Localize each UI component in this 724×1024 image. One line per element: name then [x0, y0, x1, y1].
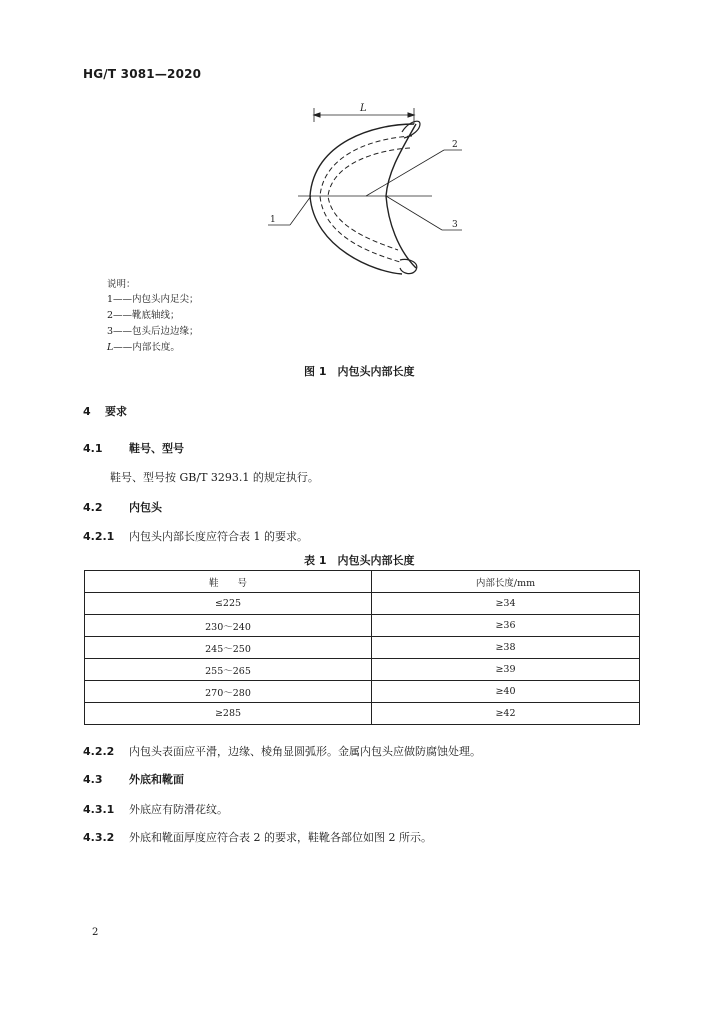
table-cell: ≥40 [372, 681, 640, 703]
figure-note-2 [107, 310, 180, 322]
table-1 [84, 570, 640, 725]
section-title: 内包头 [129, 501, 162, 514]
callout-3: 3 [452, 220, 458, 230]
section-title: 要求 [105, 405, 127, 418]
table-row [85, 637, 640, 659]
toe-cap-figure [262, 102, 472, 284]
table-row [85, 659, 640, 681]
figure-note-4 [107, 342, 180, 354]
table-header-cell: 鞋 号 [85, 571, 372, 593]
note-label: 2—— [107, 310, 133, 321]
section-4-2-1-paragraph [83, 528, 308, 544]
table-row [85, 703, 640, 725]
section-4-heading [83, 403, 127, 419]
page-number: 2 [92, 927, 99, 938]
clause-text: 外底和靴面厚度应符合表 2 的要求，鞋靴各部位如图 2 所示。 [129, 831, 432, 844]
clause-text: 内包头内部长度应符合表 1 的要求。 [129, 530, 308, 543]
section-title: 外底和靴面 [129, 773, 184, 786]
clause-number: 4.3.2 [83, 831, 115, 844]
table-cell: 230～240 [85, 615, 372, 637]
table-cell: ≥36 [372, 615, 640, 637]
note-label: L—— [107, 342, 133, 353]
table-cell: ≥34 [372, 593, 640, 615]
callout-1: 1 [270, 215, 276, 225]
table-cell: ≤225 [85, 593, 372, 615]
leader-line-2 [366, 150, 444, 196]
length-label: L [360, 103, 367, 114]
section-4-1-text: 鞋号、型号按 GB/T 3293.1 的规定执行。 [110, 471, 319, 484]
section-number: 4.3 [83, 773, 103, 786]
leader-line-3 [386, 196, 442, 230]
note-text: 靴底轴线； [132, 310, 180, 321]
table-cell: 245～250 [85, 637, 372, 659]
table-header-row [85, 571, 640, 593]
note-text: 内部长度。 [132, 342, 180, 353]
dimension-arrow-left [314, 113, 320, 117]
clause-text: 外底应有防滑花纹。 [129, 803, 228, 816]
clause-number: 4.2.2 [83, 745, 115, 758]
section-4-1-heading [83, 440, 184, 456]
table-cell: 270～280 [85, 681, 372, 703]
section-4-3-2-paragraph [83, 829, 432, 845]
section-number: 4.1 [83, 442, 103, 455]
section-4-3-heading [83, 771, 184, 787]
table-cell: ≥39 [372, 659, 640, 681]
leader-line-1 [290, 196, 311, 225]
table-cell: ≥285 [85, 703, 372, 725]
note-text: 包头后边边缘； [132, 326, 199, 337]
section-number: 4 [83, 405, 91, 418]
table-cell: 255～265 [85, 659, 372, 681]
callout-2: 2 [452, 140, 458, 150]
clause-text: 内包头表面应平滑，边缘、棱角显圆弧形。金属内包头应做防腐蚀处理。 [129, 745, 481, 758]
note-text: 内包头内足尖； [132, 294, 199, 305]
figure-caption: 图 1 内包头内部长度 [304, 365, 415, 378]
note-label: 1—— [107, 294, 133, 305]
table-cell: ≥42 [372, 703, 640, 725]
clause-number: 4.2.1 [83, 530, 115, 543]
toe-cap-inner-dashed-2 [328, 148, 410, 250]
note-label: 3—— [107, 326, 133, 337]
dimension-arrow-right [408, 113, 414, 117]
section-4-3-1-paragraph [83, 801, 228, 817]
table-1-caption: 表 1 内包头内部长度 [304, 554, 415, 567]
table-header-cell: 内部长度/mm [372, 571, 640, 593]
clause-number: 4.3.1 [83, 803, 115, 816]
table-row [85, 593, 640, 615]
section-4-2-heading [83, 499, 162, 515]
document-code: HG/T 3081—2020 [83, 67, 202, 81]
section-4-2-2-paragraph [83, 743, 481, 759]
table-row [85, 615, 640, 637]
table-row [85, 681, 640, 703]
figure-note-1 [107, 294, 199, 306]
table-cell: ≥38 [372, 637, 640, 659]
figure-notes-title: 说明： [107, 279, 136, 290]
section-number: 4.2 [83, 501, 103, 514]
section-title: 鞋号、型号 [129, 442, 184, 455]
figure-note-3 [107, 326, 199, 338]
